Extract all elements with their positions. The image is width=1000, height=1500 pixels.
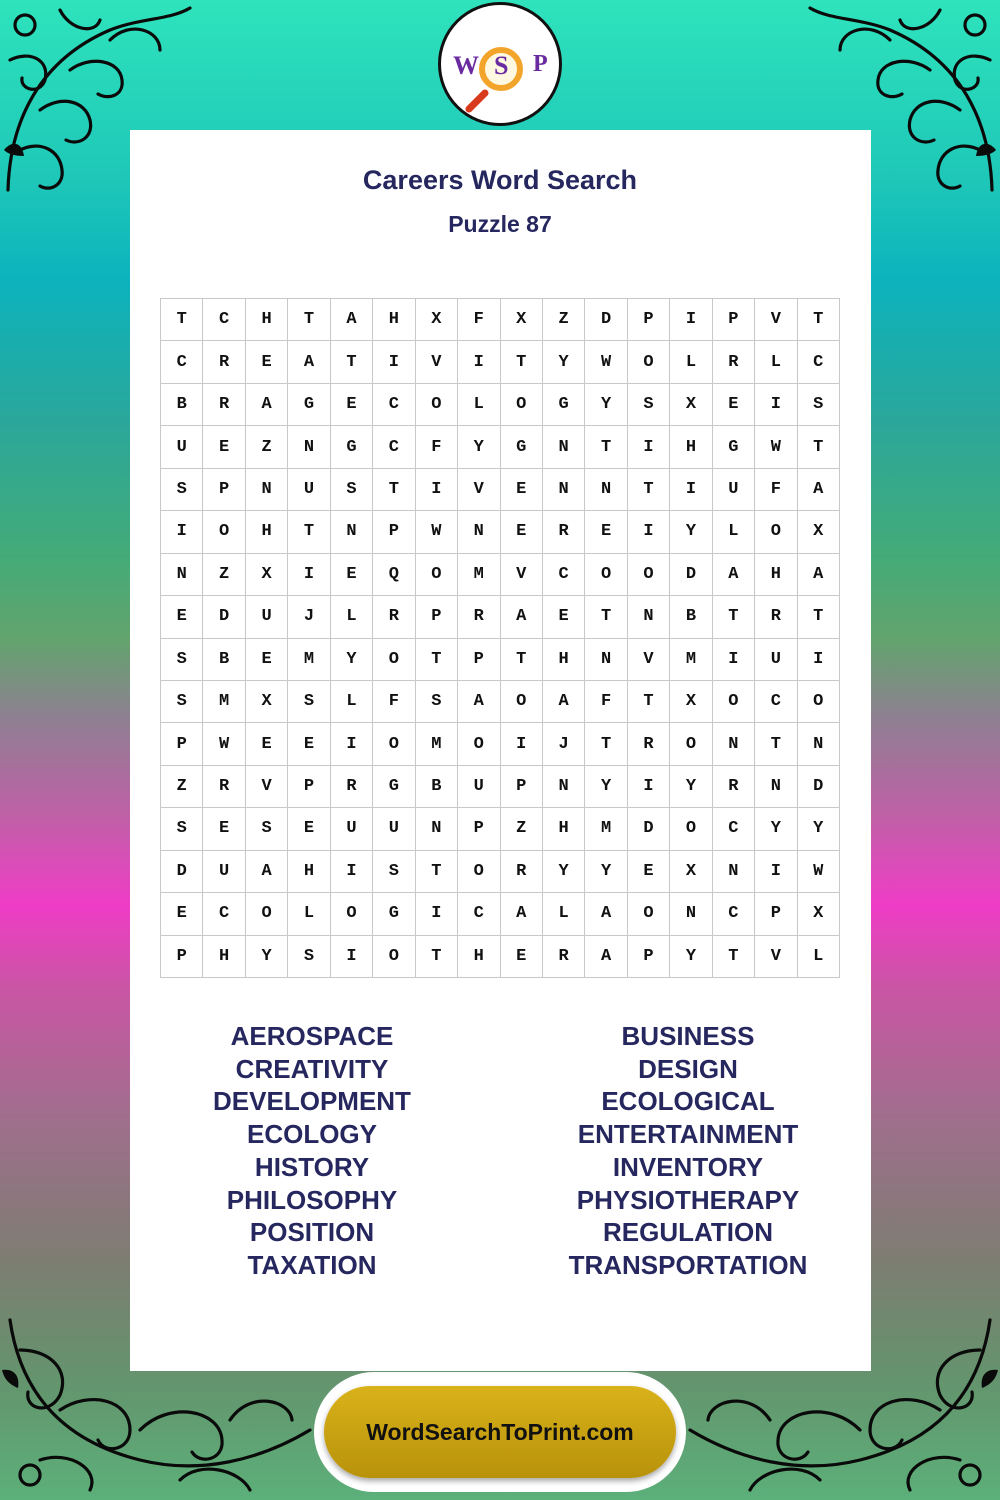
grid-cell[interactable]: T: [331, 341, 373, 383]
grid-cell[interactable]: D: [203, 596, 245, 638]
grid-cell[interactable]: L: [798, 936, 840, 978]
grid-cell[interactable]: X: [501, 299, 543, 341]
grid-cell[interactable]: N: [161, 554, 203, 596]
grid-cell[interactable]: S: [161, 469, 203, 511]
grid-cell[interactable]: C: [543, 554, 585, 596]
grid-cell[interactable]: T: [416, 936, 458, 978]
grid-cell[interactable]: G: [331, 426, 373, 468]
grid-cell[interactable]: P: [203, 469, 245, 511]
grid-cell[interactable]: T: [288, 511, 330, 553]
grid-cell[interactable]: T: [416, 851, 458, 893]
grid-cell[interactable]: N: [585, 639, 627, 681]
grid-cell[interactable]: O: [501, 384, 543, 426]
grid-cell[interactable]: C: [161, 341, 203, 383]
grid-cell[interactable]: V: [755, 299, 797, 341]
grid-cell[interactable]: X: [670, 681, 712, 723]
logo-letter-w: W: [453, 51, 479, 80]
word-list-left: [162, 1020, 462, 1282]
word-item: POSITION: [249, 1217, 375, 1248]
grid-cell[interactable]: O: [670, 808, 712, 850]
grid-cell[interactable]: W: [416, 511, 458, 553]
grid-cell[interactable]: I: [416, 469, 458, 511]
grid-cell[interactable]: L: [288, 893, 330, 935]
logo-letter-s: S: [494, 51, 509, 80]
site-logo[interactable]: [438, 2, 562, 126]
grid-cell[interactable]: A: [458, 681, 500, 723]
grid-cell[interactable]: D: [670, 554, 712, 596]
grid-cell[interactable]: P: [628, 299, 670, 341]
grid-cell[interactable]: G: [501, 426, 543, 468]
grid-cell[interactable]: A: [585, 936, 627, 978]
grid-cell[interactable]: I: [670, 469, 712, 511]
grid-cell[interactable]: V: [628, 639, 670, 681]
grid-cell[interactable]: A: [246, 384, 288, 426]
grid-cell[interactable]: I: [798, 639, 840, 681]
grid-cell[interactable]: C: [373, 384, 415, 426]
grid-cell[interactable]: A: [543, 681, 585, 723]
grid-cell[interactable]: E: [331, 384, 373, 426]
grid-cell[interactable]: P: [458, 808, 500, 850]
grid-cell[interactable]: V: [458, 469, 500, 511]
grid-cell[interactable]: R: [331, 766, 373, 808]
word-item: AEROSPACE: [230, 1021, 394, 1051]
grid-cell[interactable]: Y: [585, 384, 627, 426]
grid-cell[interactable]: N: [543, 766, 585, 808]
word-item: INVENTORY: [612, 1151, 764, 1182]
grid-cell[interactable]: E: [161, 893, 203, 935]
grid-cell[interactable]: S: [246, 808, 288, 850]
grid-cell[interactable]: O: [373, 723, 415, 765]
grid-cell[interactable]: Z: [543, 299, 585, 341]
grid-cell[interactable]: T: [501, 639, 543, 681]
grid-cell[interactable]: N: [585, 469, 627, 511]
grid-cell[interactable]: T: [798, 426, 840, 468]
grid-cell[interactable]: T: [798, 596, 840, 638]
grid-cell[interactable]: J: [543, 723, 585, 765]
grid-cell[interactable]: N: [246, 469, 288, 511]
grid-cell[interactable]: T: [585, 426, 627, 468]
grid-cell[interactable]: T: [161, 299, 203, 341]
grid-cell[interactable]: P: [628, 936, 670, 978]
grid-cell[interactable]: F: [585, 681, 627, 723]
grid-cell[interactable]: Z: [501, 808, 543, 850]
grid-cell[interactable]: T: [628, 681, 670, 723]
grid-cell[interactable]: T: [713, 596, 755, 638]
grid-cell[interactable]: O: [670, 723, 712, 765]
grid-cell[interactable]: B: [670, 596, 712, 638]
grid-cell[interactable]: S: [288, 681, 330, 723]
grid-cell[interactable]: C: [798, 341, 840, 383]
grid-cell[interactable]: A: [331, 299, 373, 341]
grid-cell[interactable]: X: [246, 681, 288, 723]
grid-cell[interactable]: T: [628, 469, 670, 511]
grid-cell[interactable]: Z: [246, 426, 288, 468]
grid-cell[interactable]: W: [585, 341, 627, 383]
grid-cell[interactable]: P: [288, 766, 330, 808]
grid-cell[interactable]: N: [670, 893, 712, 935]
grid-cell[interactable]: H: [755, 554, 797, 596]
grid-cell[interactable]: N: [416, 808, 458, 850]
grid-cell[interactable]: I: [755, 851, 797, 893]
grid-cell[interactable]: A: [288, 341, 330, 383]
grid-cell[interactable]: P: [161, 723, 203, 765]
grid-cell[interactable]: X: [246, 554, 288, 596]
grid-cell[interactable]: E: [713, 384, 755, 426]
grid-cell[interactable]: R: [713, 766, 755, 808]
grid-cell[interactable]: J: [288, 596, 330, 638]
grid-cell[interactable]: M: [458, 554, 500, 596]
word-item: ECOLOGY: [246, 1119, 377, 1150]
grid-cell[interactable]: Y: [670, 511, 712, 553]
grid-cell[interactable]: P: [416, 596, 458, 638]
word-item: ENTERTAINMENT: [577, 1119, 799, 1150]
grid-cell[interactable]: H: [288, 851, 330, 893]
grid-cell[interactable]: N: [798, 723, 840, 765]
grid-cell[interactable]: S: [416, 681, 458, 723]
grid-cell[interactable]: E: [585, 511, 627, 553]
grid-cell[interactable]: N: [458, 511, 500, 553]
grid-cell[interactable]: E: [628, 851, 670, 893]
grid-cell[interactable]: S: [798, 384, 840, 426]
grid-cell[interactable]: O: [246, 893, 288, 935]
grid-cell[interactable]: U: [203, 851, 245, 893]
grid-cell[interactable]: C: [713, 808, 755, 850]
grid-cell[interactable]: G: [543, 384, 585, 426]
word-item: REGULATION: [603, 1217, 773, 1248]
grid-cell[interactable]: U: [331, 808, 373, 850]
grid-cell[interactable]: R: [203, 766, 245, 808]
grid-cell[interactable]: S: [288, 936, 330, 978]
grid-cell[interactable]: I: [416, 893, 458, 935]
grid-cell[interactable]: I: [628, 511, 670, 553]
grid-cell[interactable]: N: [331, 511, 373, 553]
site-link[interactable]: WordSearchToPrint.com: [324, 1386, 676, 1478]
word-list-right: [538, 1020, 838, 1282]
grid-cell[interactable]: R: [501, 851, 543, 893]
grid-cell[interactable]: Y: [458, 426, 500, 468]
grid-cell[interactable]: L: [755, 341, 797, 383]
grid-cell[interactable]: S: [161, 681, 203, 723]
grid-cell[interactable]: Y: [543, 851, 585, 893]
word-item: DESIGN: [638, 1053, 738, 1084]
grid-cell[interactable]: P: [373, 511, 415, 553]
grid-cell[interactable]: L: [670, 341, 712, 383]
grid-cell[interactable]: N: [288, 426, 330, 468]
word-item: CREATIVITY: [235, 1053, 389, 1084]
puzzle-number: Puzzle 87: [448, 211, 552, 237]
grid-cell[interactable]: I: [458, 341, 500, 383]
grid-cell[interactable]: E: [331, 554, 373, 596]
grid-cell[interactable]: H: [458, 936, 500, 978]
grid-cell[interactable]: R: [458, 596, 500, 638]
grid-cell[interactable]: I: [501, 723, 543, 765]
grid-cell[interactable]: Q: [373, 554, 415, 596]
grid-cell[interactable]: P: [458, 639, 500, 681]
grid-cell[interactable]: Y: [246, 936, 288, 978]
grid-cell[interactable]: V: [501, 554, 543, 596]
grid-cell[interactable]: C: [203, 893, 245, 935]
grid-cell[interactable]: Y: [543, 341, 585, 383]
grid-cell[interactable]: O: [373, 639, 415, 681]
grid-cell[interactable]: U: [373, 808, 415, 850]
grid-cell[interactable]: T: [416, 639, 458, 681]
grid-cell[interactable]: R: [203, 341, 245, 383]
grid-cell[interactable]: E: [501, 469, 543, 511]
logo-letter-p: P: [533, 51, 548, 77]
grid-cell[interactable]: O: [628, 341, 670, 383]
grid-cell[interactable]: Y: [755, 808, 797, 850]
grid-cell[interactable]: M: [203, 681, 245, 723]
grid-cell[interactable]: E: [501, 511, 543, 553]
word-item: PHILOSOPHY: [226, 1184, 398, 1215]
grid-cell[interactable]: W: [798, 851, 840, 893]
grid-cell[interactable]: T: [585, 596, 627, 638]
grid-cell[interactable]: O: [331, 893, 373, 935]
grid-cell[interactable]: M: [585, 808, 627, 850]
grid-cell[interactable]: O: [458, 723, 500, 765]
letter-grid[interactable]: [160, 298, 840, 978]
grid-cell[interactable]: H: [670, 426, 712, 468]
grid-cell[interactable]: X: [798, 893, 840, 935]
grid-cell[interactable]: E: [501, 936, 543, 978]
grid-cell[interactable]: X: [416, 299, 458, 341]
grid-cell[interactable]: N: [543, 426, 585, 468]
grid-cell[interactable]: M: [416, 723, 458, 765]
grid-cell[interactable]: C: [713, 893, 755, 935]
grid-cell[interactable]: H: [543, 639, 585, 681]
grid-cell[interactable]: H: [373, 299, 415, 341]
grid-cell[interactable]: A: [501, 893, 543, 935]
grid-cell[interactable]: R: [373, 596, 415, 638]
grid-cell[interactable]: W: [755, 426, 797, 468]
grid-cell[interactable]: I: [755, 384, 797, 426]
grid-cell[interactable]: U: [713, 469, 755, 511]
grid-cell[interactable]: Z: [161, 766, 203, 808]
grid-cell[interactable]: H: [246, 511, 288, 553]
grid-cell[interactable]: T: [755, 723, 797, 765]
grid-cell[interactable]: L: [458, 384, 500, 426]
grid-cell[interactable]: V: [755, 936, 797, 978]
grid-cell[interactable]: X: [670, 851, 712, 893]
grid-cell[interactable]: Y: [670, 766, 712, 808]
grid-cell[interactable]: C: [203, 299, 245, 341]
grid-cell[interactable]: T: [585, 723, 627, 765]
grid-cell[interactable]: W: [203, 723, 245, 765]
grid-cell[interactable]: P: [161, 936, 203, 978]
grid-cell[interactable]: R: [203, 384, 245, 426]
grid-cell[interactable]: T: [501, 341, 543, 383]
grid-cell[interactable]: B: [416, 766, 458, 808]
grid-cell[interactable]: Y: [585, 766, 627, 808]
grid-cell[interactable]: O: [203, 511, 245, 553]
grid-cell[interactable]: G: [713, 426, 755, 468]
grid-cell[interactable]: U: [458, 766, 500, 808]
grid-cell[interactable]: B: [161, 384, 203, 426]
page-title: Careers Word Search: [362, 165, 638, 195]
grid-cell[interactable]: Y: [331, 639, 373, 681]
grid-cell[interactable]: T: [798, 299, 840, 341]
grid-cell[interactable]: G: [373, 893, 415, 935]
grid-cell[interactable]: E: [246, 341, 288, 383]
grid-cell[interactable]: L: [543, 893, 585, 935]
grid-cell[interactable]: S: [331, 469, 373, 511]
grid-cell[interactable]: A: [585, 893, 627, 935]
grid-cell[interactable]: I: [331, 723, 373, 765]
grid-cell[interactable]: L: [331, 681, 373, 723]
grid-cell[interactable]: R: [755, 596, 797, 638]
grid-cell[interactable]: N: [628, 596, 670, 638]
grid-cell[interactable]: C: [458, 893, 500, 935]
grid-cell[interactable]: H: [543, 808, 585, 850]
site-banner[interactable]: [314, 1372, 686, 1492]
grid-cell[interactable]: T: [373, 469, 415, 511]
grid-cell[interactable]: P: [501, 766, 543, 808]
grid-cell[interactable]: O: [628, 893, 670, 935]
grid-cell[interactable]: S: [628, 384, 670, 426]
grid-cell[interactable]: F: [755, 469, 797, 511]
grid-cell[interactable]: P: [755, 893, 797, 935]
grid-cell[interactable]: E: [246, 639, 288, 681]
word-item: TRANSPORTATION: [568, 1249, 808, 1280]
grid-cell[interactable]: R: [713, 341, 755, 383]
grid-cell[interactable]: C: [755, 681, 797, 723]
word-item: PHYSIOTHERAPY: [576, 1184, 800, 1215]
grid-cell[interactable]: N: [755, 766, 797, 808]
grid-cell[interactable]: O: [798, 681, 840, 723]
grid-cell[interactable]: P: [713, 299, 755, 341]
grid-cell[interactable]: X: [798, 511, 840, 553]
grid-cell[interactable]: U: [246, 596, 288, 638]
grid-cell[interactable]: B: [203, 639, 245, 681]
grid-cell[interactable]: G: [373, 766, 415, 808]
grid-cell[interactable]: E: [288, 808, 330, 850]
grid-cell[interactable]: C: [373, 426, 415, 468]
grid-cell[interactable]: O: [501, 681, 543, 723]
grid-cell[interactable]: E: [203, 808, 245, 850]
grid-cell[interactable]: G: [288, 384, 330, 426]
grid-cell[interactable]: O: [416, 554, 458, 596]
grid-cell[interactable]: I: [331, 851, 373, 893]
word-item: DEVELOPMENT: [213, 1086, 411, 1117]
grid-cell[interactable]: A: [501, 596, 543, 638]
grid-cell[interactable]: O: [755, 511, 797, 553]
grid-cell[interactable]: M: [670, 639, 712, 681]
grid-cell[interactable]: E: [543, 596, 585, 638]
grid-cell[interactable]: U: [755, 639, 797, 681]
grid-cell[interactable]: Y: [670, 936, 712, 978]
grid-cell[interactable]: I: [288, 554, 330, 596]
grid-cell[interactable]: O: [585, 554, 627, 596]
grid-cell[interactable]: F: [458, 299, 500, 341]
grid-cell[interactable]: U: [161, 426, 203, 468]
grid-cell[interactable]: I: [373, 341, 415, 383]
grid-cell[interactable]: S: [161, 639, 203, 681]
grid-cell[interactable]: D: [161, 851, 203, 893]
grid-cell[interactable]: H: [246, 299, 288, 341]
grid-cell[interactable]: N: [713, 851, 755, 893]
grid-cell[interactable]: R: [543, 511, 585, 553]
grid-cell[interactable]: S: [161, 808, 203, 850]
grid-cell[interactable]: E: [203, 426, 245, 468]
grid-cell[interactable]: F: [416, 426, 458, 468]
grid-cell[interactable]: D: [798, 766, 840, 808]
word-item: TAXATION: [247, 1249, 377, 1280]
grid-cell[interactable]: E: [161, 596, 203, 638]
word-item: HISTORY: [254, 1151, 370, 1182]
grid-cell[interactable]: I: [628, 766, 670, 808]
grid-cell[interactable]: X: [670, 384, 712, 426]
word-item: ECOLOGICAL: [601, 1086, 775, 1117]
grid-cell[interactable]: I: [670, 299, 712, 341]
grid-cell[interactable]: N: [543, 469, 585, 511]
grid-cell[interactable]: Y: [585, 851, 627, 893]
grid-cell[interactable]: I: [331, 936, 373, 978]
grid-cell[interactable]: I: [713, 639, 755, 681]
grid-cell[interactable]: N: [713, 723, 755, 765]
grid-cell[interactable]: I: [161, 511, 203, 553]
grid-cell[interactable]: R: [543, 936, 585, 978]
grid-cell[interactable]: R: [628, 723, 670, 765]
grid-cell[interactable]: E: [288, 723, 330, 765]
grid-cell[interactable]: L: [331, 596, 373, 638]
grid-cell[interactable]: M: [288, 639, 330, 681]
grid-cell[interactable]: H: [203, 936, 245, 978]
grid-cell[interactable]: T: [713, 936, 755, 978]
grid-cell[interactable]: D: [585, 299, 627, 341]
grid-cell[interactable]: O: [373, 936, 415, 978]
grid-cell[interactable]: O: [416, 384, 458, 426]
grid-cell[interactable]: A: [798, 469, 840, 511]
grid-cell[interactable]: A: [713, 554, 755, 596]
grid-cell[interactable]: I: [628, 426, 670, 468]
grid-cell[interactable]: L: [713, 511, 755, 553]
grid-cell[interactable]: V: [246, 766, 288, 808]
grid-cell[interactable]: F: [373, 681, 415, 723]
grid-cell[interactable]: O: [628, 554, 670, 596]
grid-cell[interactable]: D: [628, 808, 670, 850]
word-item: BUSINESS: [621, 1021, 755, 1051]
grid-cell[interactable]: A: [246, 851, 288, 893]
grid-cell[interactable]: O: [458, 851, 500, 893]
grid-cell[interactable]: Z: [203, 554, 245, 596]
grid-cell[interactable]: Y: [798, 808, 840, 850]
grid-cell[interactable]: V: [416, 341, 458, 383]
grid-cell[interactable]: E: [246, 723, 288, 765]
grid-cell[interactable]: T: [288, 299, 330, 341]
grid-cell[interactable]: O: [713, 681, 755, 723]
grid-cell[interactable]: S: [373, 851, 415, 893]
grid-cell[interactable]: A: [798, 554, 840, 596]
grid-cell[interactable]: U: [288, 469, 330, 511]
